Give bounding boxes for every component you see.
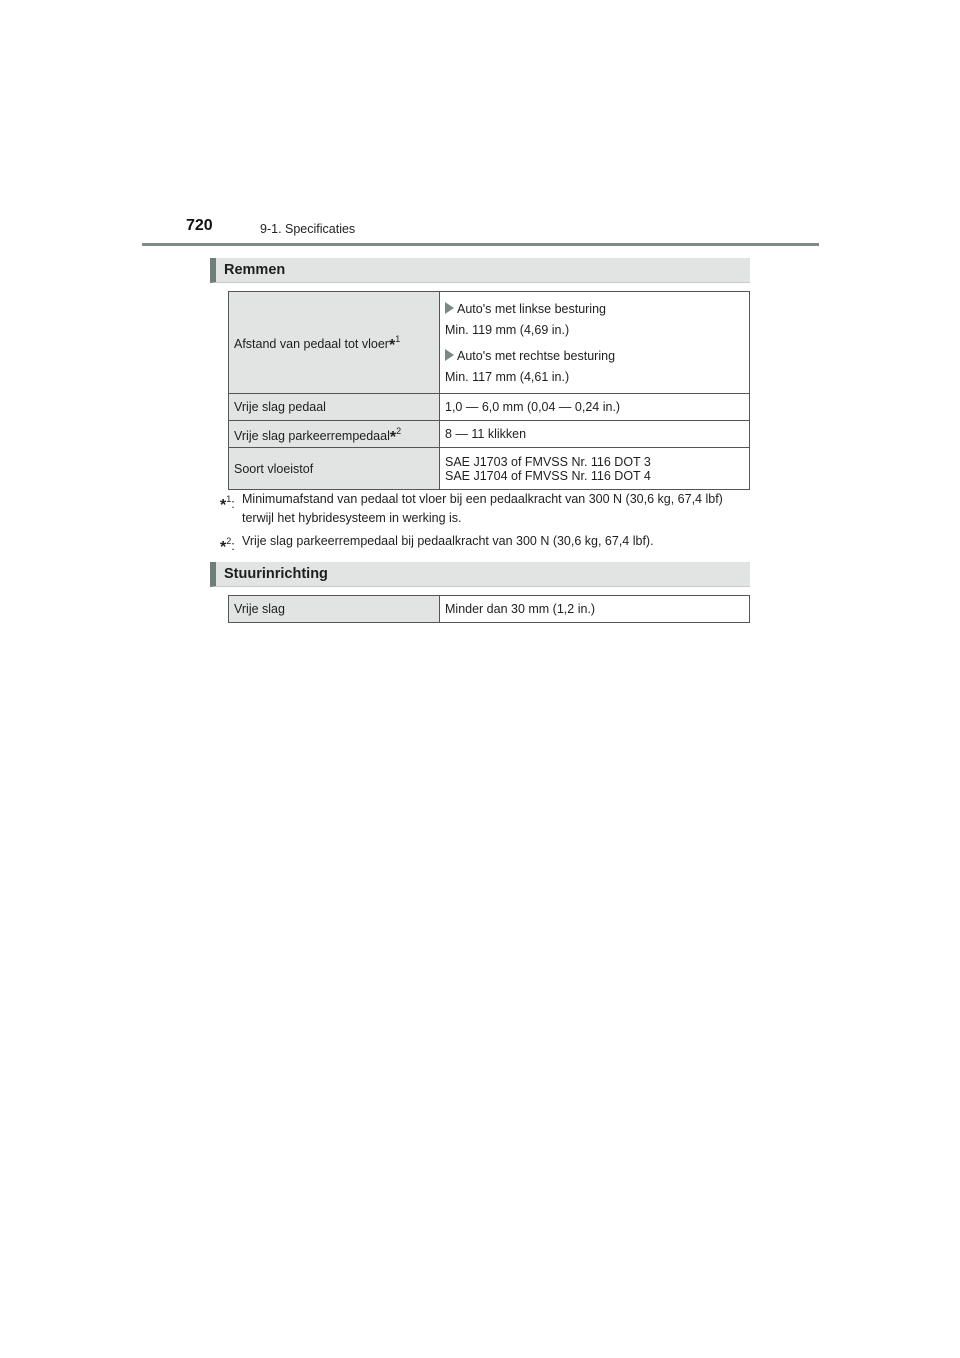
brakes-section-heading — [210, 258, 750, 283]
steering-spec-table — [228, 595, 750, 623]
spec-label: Soort vloeistof — [234, 461, 314, 476]
spec-value-cell — [440, 292, 750, 394]
footnote-number: 1 — [226, 494, 232, 504]
triangle-bullet-icon — [445, 302, 454, 314]
variant-value: Min. 119 mm (4,69 in.) — [445, 322, 570, 337]
footnote-star: * — [388, 337, 396, 354]
spec-label-cell — [229, 394, 440, 421]
spec-label: Afstand van pedaal tot vloer — [234, 337, 389, 351]
footnote-ref: 1 — [395, 334, 401, 344]
brakes-section-title: Remmen — [224, 262, 286, 278]
footnote-ref: 2 — [396, 425, 402, 436]
spec-label-cell — [229, 596, 440, 623]
variant-heading: Auto's met linkse besturing — [445, 302, 744, 316]
spec-label: Vrije slag parkeerrempedaal — [234, 428, 390, 443]
spec-value-cell — [440, 394, 750, 421]
table-row — [229, 394, 750, 421]
table-row — [229, 596, 750, 623]
footnote-1: *$^1$: Minimumafstand van pedaal tot vloer bij een pedaalkracht van 300 N (30,6 kg, 67,4 lbf) terwijl het hybridesysteem in werking is. — [220, 490, 750, 528]
spec-value: 8 — 11 klikken — [445, 427, 527, 441]
spec-value-cell — [440, 596, 750, 623]
header-divider — [142, 243, 819, 246]
spec-label-cell — [229, 448, 440, 490]
spec-value: Minder dan 30 mm (1,2 in.) — [445, 602, 596, 616]
footnote-star: * — [389, 428, 397, 446]
footnote-text: Vrije slag parkeerrempedaal bij pedaalkracht van 300 N (30,6 kg, 67,4 lbf). — [242, 534, 654, 548]
variant-heading: Auto's met rechtse besturing — [445, 349, 744, 363]
spec-value-cell — [440, 448, 750, 490]
spec-value: 1,0 — 6,0 mm (0,04 — 0,24 in.) — [445, 400, 621, 414]
table-row — [229, 448, 750, 490]
page-number: 720 — [186, 217, 213, 234]
spec-label-cell — [229, 292, 440, 394]
spec-label: Vrije slag pedaal — [234, 400, 326, 414]
variant-value: Min. 117 mm (4,61 in.) — [445, 369, 570, 384]
brakes-spec-table — [228, 291, 750, 490]
triangle-bullet-icon — [445, 349, 454, 361]
steering-section-heading — [210, 562, 750, 587]
steering-section-title: Stuurinrichting — [224, 566, 328, 582]
spec-label-cell — [229, 421, 440, 448]
table-row — [229, 292, 750, 394]
footnote-star: * — [220, 539, 227, 556]
footnote-text: Minimumafstand van pedaal tot vloer bij een pedaalkracht van 300 N (30,6 kg, 67,4 lbf) terwijl het hybridesysteem in werking is. — [242, 492, 723, 525]
table-row — [229, 421, 750, 448]
footnote-number: 2 — [226, 536, 232, 546]
spec-value-cell — [440, 421, 750, 448]
spec-label: Vrije slag — [234, 602, 285, 616]
footnote-2: *$^2$: Vrije slag parkeerrempedaal bij pedaalkracht van 300 N (30,6 kg, 67,4 lbf). — [220, 532, 750, 551]
footnote-star: * — [220, 497, 227, 514]
spec-value-line: SAE J1703 of FMVSS Nr. 116 DOT 3 — [445, 454, 651, 469]
section-title: 9-1. Specificaties — [260, 222, 356, 236]
spec-value-line: SAE J1704 of FMVSS Nr. 116 DOT 4 — [445, 468, 651, 483]
